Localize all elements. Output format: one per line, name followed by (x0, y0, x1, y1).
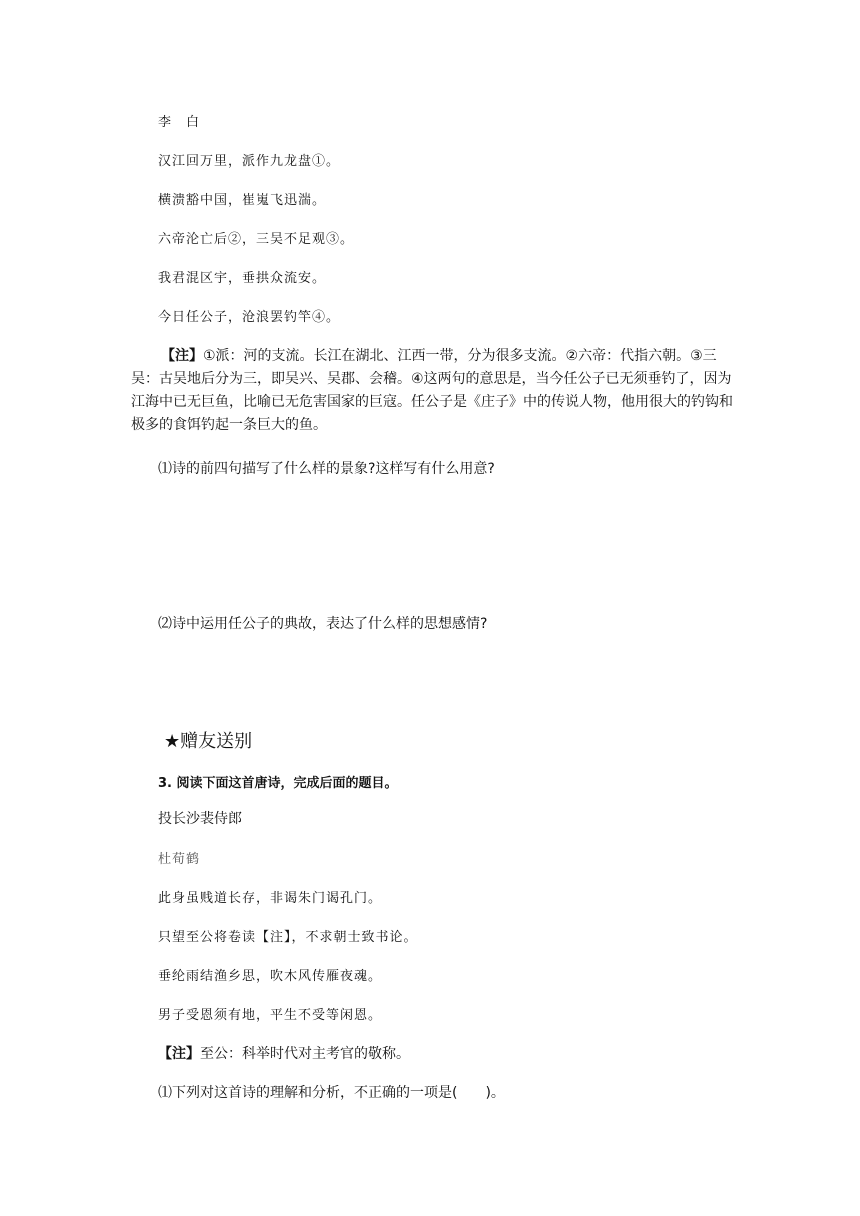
poem1-line-3: 六帝沦亡后②，三吴不足观③。 (158, 232, 355, 247)
poem1-line-4: 我君混区宇，垂拱众流安。 (158, 271, 327, 286)
question3-line-4: 男子受恩须有地，平生不受等闲恩。 (158, 1008, 383, 1023)
poem1-note-text: ①派：河的支流。长江在湖北、江西一带，分为很多支流。②六帝：代指六朝。③三吴：古吴地后分为三，即吴兴、吴郡、会稽。④这两句的意思是，当今任公子已无须垂钓了，因为江海中已无巨鱼，比喻已无危害国家的巨寇。任公子是《庄子》中的传说人物，他用很大的钓钩和极多的食饵钓起一条巨大的鱼。 (131, 348, 733, 433)
poem1-line-5: 今日任公子，沧浪罢钓竿④。 (158, 310, 341, 325)
section-heading: ★赠友送别 (164, 731, 253, 752)
question3-line-2: 只望至公将卷读【注】，不求朝士致书论。 (158, 930, 418, 945)
question3-note-text: 至公：科举时代对主考官的敬称。 (200, 1046, 410, 1062)
poem1-line-1: 汉江回万里，派作九龙盘①。 (158, 154, 341, 169)
question3-prompt: 3. 阅读下面这首唐诗，完成后面的题目。 (158, 776, 398, 791)
poem1-note (131, 345, 733, 437)
question3-line-1: 此身虽贱道长存，非谒朱门谒孔门。 (158, 891, 383, 906)
question3-poem-title: 投长沙裴侍郎 (158, 811, 242, 827)
question3-note (158, 1043, 410, 1063)
poem1-note-label: 【注】 (161, 348, 203, 364)
question3-note-label: 【注】 (158, 1046, 200, 1062)
question3-author: 杜荀鹤 (158, 852, 201, 867)
poem1-question-2: ⑵诗中运用任公子的典故，表达了什么样的思想感情? (158, 616, 488, 632)
poem1-line-2: 横溃豁中国，崔嵬飞迅湍。 (158, 193, 327, 208)
poem1-question-1: ⑴诗的前四句描写了什么样的景象?这样写有什么用意? (158, 461, 495, 477)
question3-line-3: 垂纶雨结渔乡思，吹木风传雁夜魂。 (158, 969, 383, 984)
question3-sub-question: ⑴下列对这首诗的理解和分析，不正确的一项是( )。 (158, 1085, 505, 1101)
poem1-author: 李 白 (158, 115, 201, 130)
